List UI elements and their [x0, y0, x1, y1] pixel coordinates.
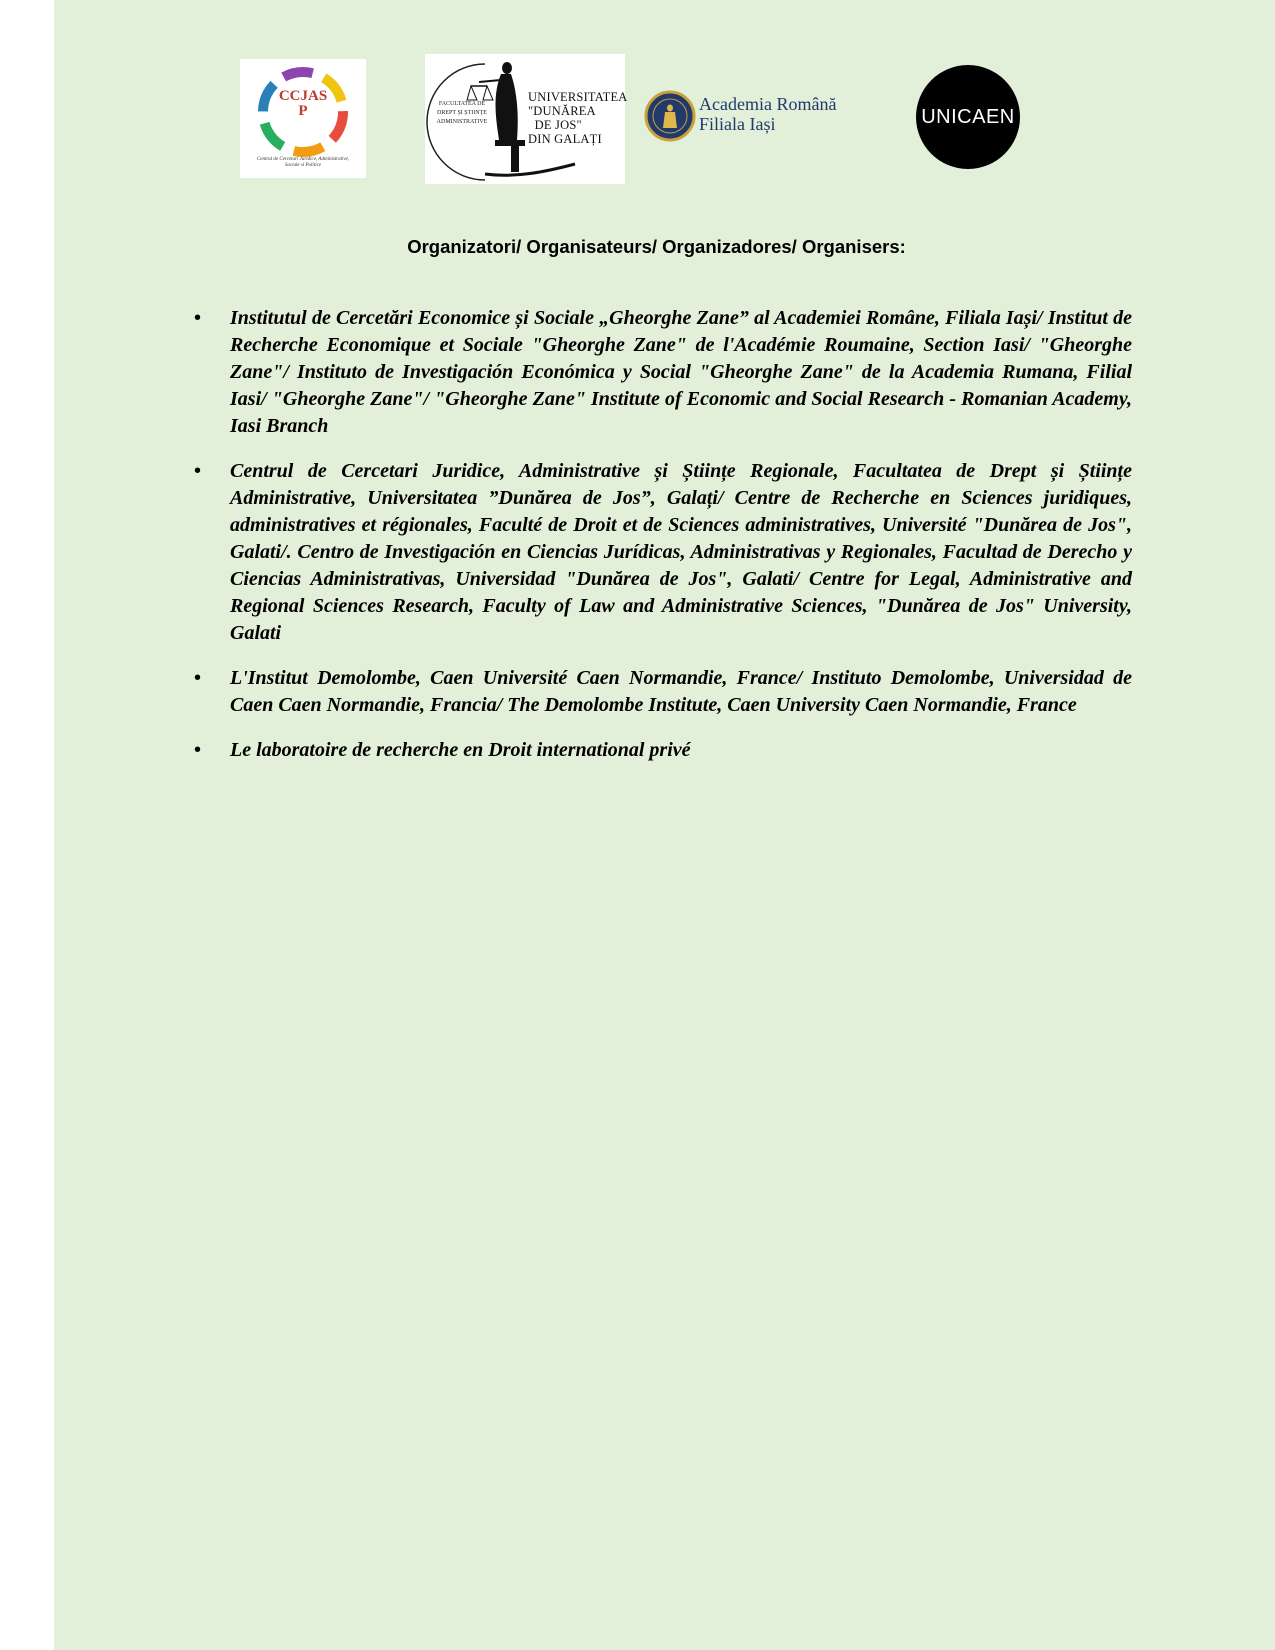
academia-romana-logo	[644, 90, 854, 146]
ccjasp-caption: Centrul de Cercetari Juridice, Administrative, Sociale si Politice	[256, 157, 350, 168]
list-item	[194, 665, 1132, 719]
organizers-list	[194, 305, 1132, 782]
document-page	[54, 0, 1275, 1650]
organizers-title: Organizatori/ Organisateurs/ Organizadores/ Organisers:	[407, 236, 906, 257]
organizer-text: Le laboratoire de recherche en Droit international privé	[230, 739, 691, 761]
ccjasp-logo	[240, 59, 366, 178]
bullet-icon: •	[194, 739, 202, 761]
logo-bar	[54, 0, 1275, 200]
ccjasp-letters: CCJASP	[278, 88, 328, 119]
unicaen-name: UNICAEN	[921, 106, 1015, 128]
udjg-name: UNIVERSITATEA "DUNĂREA DE JOS" DIN GALAȚI	[528, 90, 628, 146]
organizer-text: Centrul de Cercetari Juridice, Administrative și Științe Regionale, Facultatea de Drept și Științe Administrative, Universitatea ”Dunărea de Jos”, Galați/ Centre de Recherche en Sciences juridiques, administratives et régionales, Faculté de Droit et de Sciences administratives, Université "Dunărea de Jos", Galati/. Centro de Investigación en Ciencias Jurídicas, Administrativas y Regionales, Facultad de Derecho y Ciencias Administrativas, Universidad "Dunărea de Jos", Galati/ Centre for Legal, Administrative and Regional Sciences Research, Faculty of Law and Administrative Sciences, "Dunărea de Jos" University, Galati	[230, 460, 1132, 644]
unicaen-logo	[916, 65, 1020, 169]
organizer-text: L'Institut Demolombe, Caen Université Caen Normandie, France/ Instituto Demolombe, Universidad de Caen Caen Normandie, Francia/ The Demolombe Institute, Caen University Caen Normandie, France	[230, 667, 1132, 716]
list-item	[194, 737, 1132, 764]
list-item	[194, 458, 1132, 647]
bullet-icon: •	[194, 307, 202, 329]
udjg-seal-text: FACULTATEA DE DREPT ȘI ȘTIINȚE ADMINISTRATIVE	[436, 101, 488, 125]
list-item	[194, 305, 1132, 440]
bullet-icon: •	[194, 667, 202, 689]
bullet-icon: •	[194, 460, 202, 482]
udjg-logo	[425, 54, 628, 184]
academia-seal-icon	[644, 90, 696, 142]
academia-name: Academia Română Filiala Iași	[699, 94, 837, 134]
organizer-text: Institutul de Cercetări Economice și Sociale „Gheorghe Zane” al Academiei Române, Filiala Iași/ Institut de Recherche Economique et Sociale "Gheorghe Zane" de l'Académie Roumaine, Section Iasi/ "Gheorghe Zane"/ Instituto de Investigación Económica y Social "Gheorghe Zane" de la Academia Rumana, Filial Iasi/ "Gheorghe Zane"/ "Gheorghe Zane" Institute of Economic and Social Research - Romanian Academy, Iasi Branch	[230, 307, 1132, 437]
